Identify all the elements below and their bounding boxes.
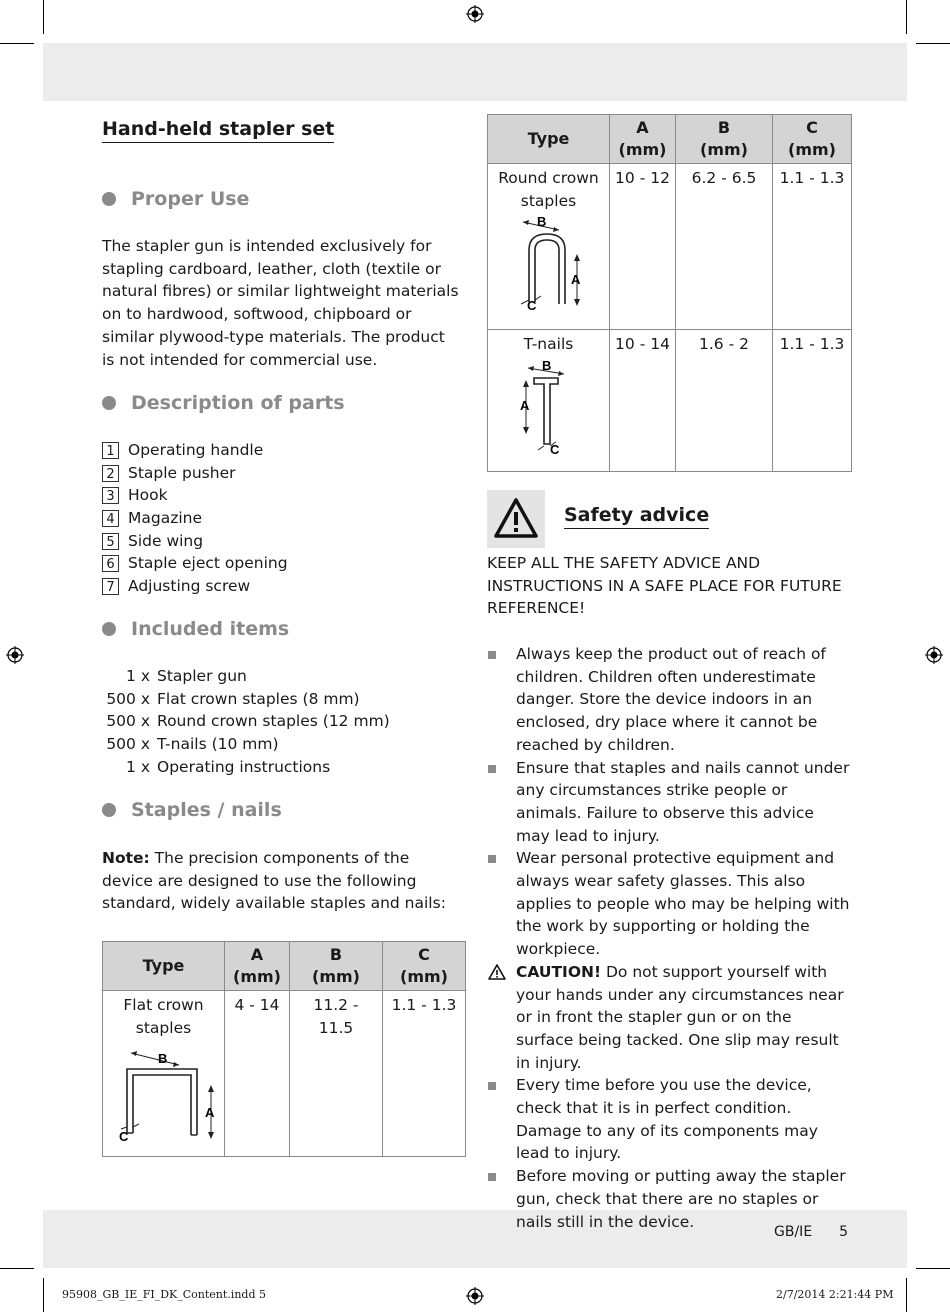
caution-text: Do not support yourself with your hands under any circumstances near or in front the stapler gun or on the surface being tacked. One slip may result in injury. <box>516 962 844 1072</box>
bullet-dot-icon <box>102 396 116 410</box>
item-label: Operating instructions <box>157 757 331 776</box>
svg-text:A: A <box>570 272 580 288</box>
crop-mark <box>906 0 907 34</box>
svg-text:C: C <box>526 298 536 313</box>
list-item <box>487 961 852 1075</box>
item-qty: 1 x <box>126 757 150 776</box>
svg-text:A: A <box>519 397 529 413</box>
cell-a: 4 - 14 <box>225 991 290 1157</box>
staples-table-flat <box>102 941 466 1157</box>
table-row <box>488 330 852 472</box>
round-crown-staple-diagram <box>509 216 589 312</box>
item-qty: 500 x <box>106 712 150 731</box>
item-label: T-nails (10 mm) <box>157 735 279 754</box>
bullet-square-icon <box>488 765 496 773</box>
list-item <box>102 530 288 553</box>
header-band <box>43 43 907 101</box>
part-number: 3 <box>102 487 119 504</box>
part-number: 2 <box>102 465 119 482</box>
cell-b: 11.2 - 11.5 <box>290 991 383 1157</box>
svg-text:B: B <box>541 357 551 373</box>
list-item: Before moving or putting away the stapler gun, check that there are no staples or nails still in the device. <box>487 1165 852 1233</box>
part-label: Staple pusher <box>128 463 236 482</box>
list-item <box>102 484 288 507</box>
bullet-dot-icon <box>102 192 116 206</box>
cell-type: Round crown staples B A C <box>488 164 610 330</box>
bullet-dot-icon <box>102 622 116 636</box>
note-label: Note: <box>102 849 150 867</box>
section-included <box>102 618 289 640</box>
warning-box <box>487 490 545 548</box>
list-item <box>102 575 288 598</box>
list-item: Every time before you use the device, check that it is in perfect condition. Damage to any of its components may lead to injury. <box>487 1074 852 1165</box>
list-item <box>102 756 390 779</box>
section-staples <box>102 799 282 821</box>
part-label: Hook <box>128 486 168 505</box>
item-label: Flat crown staples (8 mm) <box>157 689 360 708</box>
part-label: Adjusting screw <box>128 577 251 596</box>
cell-b: 6.2 - 6.5 <box>676 164 773 330</box>
registration-mark-icon <box>925 646 943 664</box>
col-c: C (mm) <box>383 942 466 991</box>
item-qty: 1 x <box>126 667 150 685</box>
cell-c: 1.1 - 1.3 <box>773 330 852 472</box>
slug-date: 2/7/2014 2:21:44 PM <box>776 1288 894 1301</box>
parts-list <box>102 439 288 598</box>
col-a: A (mm) <box>225 942 290 991</box>
safety-list <box>487 643 852 1233</box>
cell-c: 1.1 - 1.3 <box>383 991 466 1157</box>
keep-instructions: KEEP ALL THE SAFETY ADVICE AND INSTRUCTIONS IN A SAFE PLACE FOR FUTURE REFERENCE! <box>487 554 842 618</box>
slug-file: 95908_GB_IE_FI_DK_Content.indd 5 <box>62 1288 266 1301</box>
part-label: Staple eject opening <box>128 554 288 573</box>
crop-mark <box>916 43 950 44</box>
crop-mark <box>916 1268 950 1269</box>
svg-text:B: B <box>157 1051 167 1067</box>
col-a: A (mm) <box>610 115 676 164</box>
cell-a: 10 - 14 <box>610 330 676 472</box>
col-c: C (mm) <box>773 115 852 164</box>
warning-triangle-icon <box>487 490 545 548</box>
section-heading: Description of parts <box>131 392 345 414</box>
included-list <box>102 665 390 779</box>
proper-use-text: The stapler gun is intended exclusively for stapling cardboard, leather, cloth (textile or natural fibres) or similar lightweight materials on to hardwood, softwood, chipboard or similar plywood-type materials. The product is not intended for commercial use. <box>102 237 459 369</box>
list-item: Ensure that staples and nails cannot under any circumstances strike people or animals. Failure to observe this advice may lead to injury. <box>487 757 852 848</box>
part-number: 6 <box>102 555 119 572</box>
table-row <box>488 164 852 330</box>
list-item: Wear personal protective equipment and always wear safety glasses. This also applies to people who may be helping with the work by supporting or holding the workpiece. <box>487 847 852 961</box>
part-number: 7 <box>102 578 119 595</box>
list-item <box>102 462 288 485</box>
item-qty: 500 x <box>106 735 150 754</box>
section-description <box>102 392 345 414</box>
svg-text:C: C <box>549 441 559 454</box>
crop-mark <box>43 1278 44 1312</box>
registration-mark-icon <box>466 5 484 23</box>
bullet-square-icon <box>488 855 496 863</box>
list-item <box>102 710 390 733</box>
crop-mark <box>0 1268 34 1269</box>
item-qty: 500 x <box>106 689 150 708</box>
page-number: 5 <box>839 1224 848 1240</box>
table-header <box>103 942 466 991</box>
cell-a: 10 - 12 <box>610 164 676 330</box>
bullet-square-icon <box>488 1082 496 1090</box>
list-item <box>102 439 288 462</box>
list-item <box>102 665 390 688</box>
footer-lang: GB/IE <box>774 1224 813 1240</box>
part-label: Operating handle <box>128 441 264 459</box>
caution-label: CAUTION! <box>516 962 602 981</box>
section-heading: Proper Use <box>131 188 250 210</box>
bullet-square-icon <box>488 651 496 659</box>
cell-type: T-nails B A C <box>488 330 610 472</box>
item-label: Round crown staples (12 mm) <box>157 712 390 731</box>
note-body: The precision components of the device are designed to use the following standard, widely available staples and nails: <box>102 849 446 913</box>
safety-heading: Safety advice <box>564 504 709 529</box>
section-heading: Included items <box>131 618 290 640</box>
cell-b: 1.6 - 2 <box>676 330 773 472</box>
caution-triangle-icon <box>487 963 507 981</box>
bullet-dot-icon <box>102 803 116 817</box>
list-item <box>102 552 288 575</box>
part-number: 4 <box>102 510 119 527</box>
svg-text:A: A <box>204 1105 214 1121</box>
bullet-square-icon <box>488 1173 496 1181</box>
col-b: B (mm) <box>676 115 773 164</box>
table-row <box>103 991 466 1157</box>
registration-mark-icon <box>466 1287 484 1305</box>
list-item <box>102 733 390 756</box>
svg-text:B: B <box>536 216 546 230</box>
col-type: Type <box>103 942 225 991</box>
col-b: B (mm) <box>290 942 383 991</box>
flat-crown-staple-diagram <box>109 1045 219 1141</box>
svg-text:C: C <box>118 1129 128 1142</box>
part-label: Side wing <box>128 531 204 550</box>
crop-mark <box>0 43 34 44</box>
t-nail-diagram <box>514 358 584 454</box>
table-header <box>488 115 852 164</box>
col-type: Type <box>488 115 610 164</box>
page-title: Hand-held stapler set <box>102 118 334 143</box>
cell-c: 1.1 - 1.3 <box>773 164 852 330</box>
part-number: 5 <box>102 533 119 550</box>
cell-type: Flat crown staples B A C <box>103 991 225 1157</box>
item-label: Stapler gun <box>157 667 247 685</box>
section-heading: Staples / nails <box>131 799 282 821</box>
part-number: 1 <box>102 442 119 459</box>
list-item: Always keep the product out of reach of children. Children often underestimate danger. Store the device indoors in an enclosed, dry place where it cannot be reached by children. <box>487 643 852 757</box>
part-label: Magazine <box>128 509 203 528</box>
crop-mark <box>43 0 44 34</box>
page-footer <box>774 1224 848 1240</box>
list-item <box>102 507 288 530</box>
list-item <box>102 688 390 711</box>
staples-table-round-tnails <box>487 114 852 472</box>
note-text <box>102 847 462 915</box>
section-proper-use <box>102 188 249 210</box>
registration-mark-icon <box>6 646 24 664</box>
crop-mark <box>906 1278 907 1312</box>
